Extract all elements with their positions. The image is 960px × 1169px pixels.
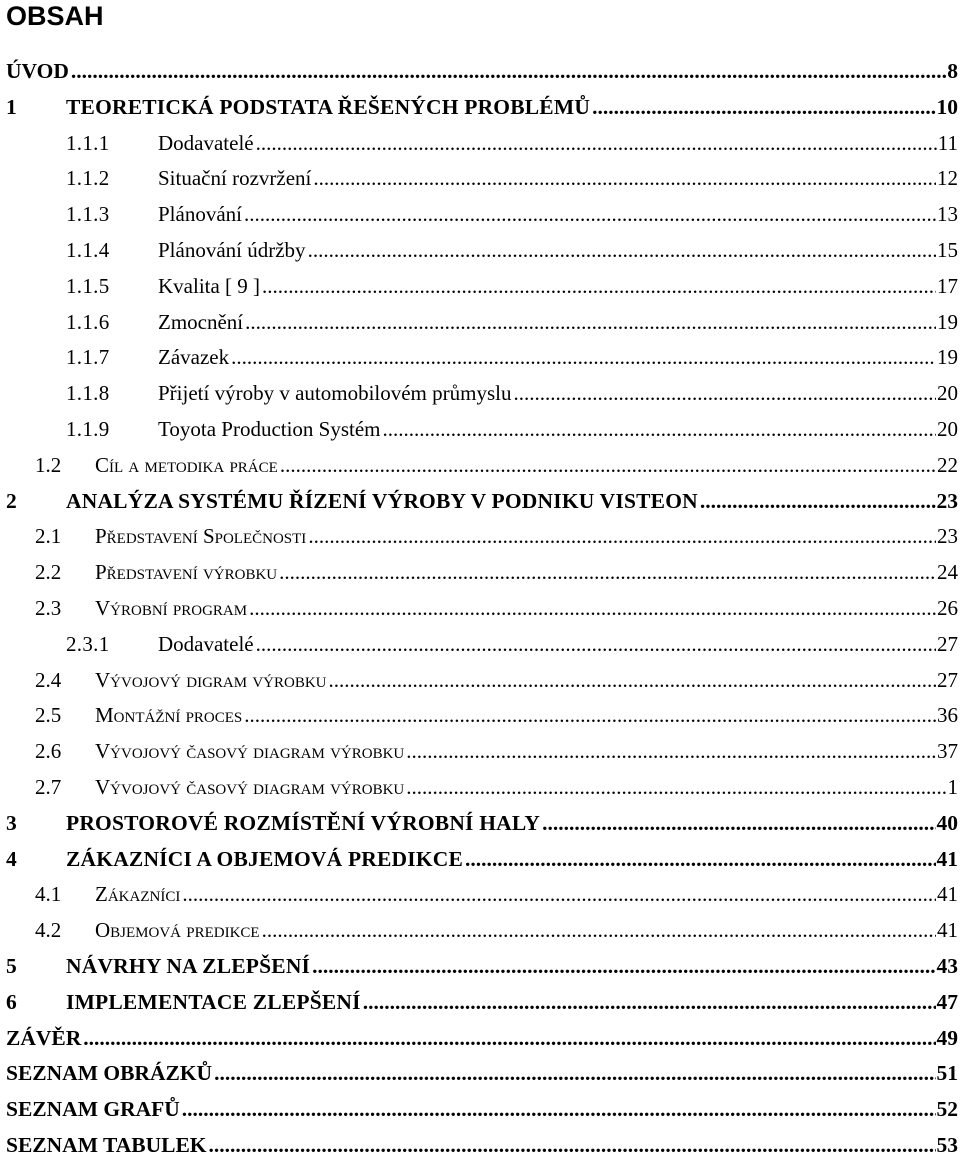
- toc-entry-title: Závazek: [158, 345, 230, 370]
- toc-entry-number: 6: [6, 989, 17, 1014]
- toc-entry-leader: [329, 668, 936, 693]
- toc-entry-page: 41: [936, 846, 958, 871]
- toc-entry-number: 4.2: [35, 918, 62, 943]
- toc-entry-page: 37: [937, 739, 958, 764]
- toc-entry-leader: [262, 918, 936, 943]
- toc-entry-leader: [308, 238, 936, 263]
- toc-entry[interactable]: [6, 166, 958, 202]
- toc-entry-page: 20: [937, 416, 958, 441]
- toc-entry-page: 19: [937, 345, 958, 370]
- toc-entry[interactable]: [6, 775, 958, 811]
- toc-entry-leader: [244, 703, 936, 728]
- toc-entry-page: 11: [937, 130, 958, 155]
- toc-entry-page: 19: [937, 309, 958, 334]
- toc-entry-leader: [182, 882, 936, 907]
- toc-entry-page: 15: [937, 237, 958, 262]
- toc-entry-leader: [209, 1133, 936, 1158]
- toc-entry-page: 10: [936, 94, 958, 119]
- toc-entry[interactable]: [6, 954, 958, 990]
- toc-entry-title: Představení Společnosti: [95, 524, 307, 549]
- toc-entry-title: Představení výrobku: [95, 560, 278, 585]
- toc-entry-number: 1.1.9: [66, 416, 110, 441]
- toc-entry-leader: [249, 596, 936, 621]
- toc-entry-title: Cíl a metodika práce: [95, 452, 278, 477]
- toc-entry-page: 41: [937, 918, 958, 943]
- toc-entry-number: 2.6: [35, 739, 62, 764]
- toc-entry-title: Objemová predikce: [95, 918, 260, 943]
- toc-entry-number: 4.1: [35, 882, 62, 907]
- toc-entry[interactable]: [6, 847, 958, 883]
- toc-entry-leader: [312, 954, 935, 979]
- toc-entry-leader: [542, 811, 935, 836]
- toc-entry-leader: [406, 775, 946, 800]
- toc-entry-number: 3: [6, 810, 17, 835]
- toc-entry[interactable]: [6, 668, 958, 704]
- toc-entry-title: Montážní proces: [95, 703, 243, 728]
- toc-entry[interactable]: [6, 131, 958, 167]
- toc-entry-title: Přijetí výroby v automobilovém průmyslu: [158, 381, 512, 406]
- toc-entry-title: SEZNAM TABULEK: [6, 1132, 207, 1157]
- toc-entry-number: 2.3: [35, 595, 62, 620]
- toc-entry-leader: [406, 739, 936, 764]
- toc-entry-title: Vývojový časový diagram výrobku: [95, 739, 405, 764]
- toc-entry-number: 2.5: [35, 703, 62, 728]
- toc-entry-leader: [383, 417, 936, 442]
- toc-entry-leader: [244, 202, 936, 227]
- toc-entry-leader: [313, 166, 936, 191]
- toc-entry-number: 1.1.5: [66, 273, 110, 298]
- toc-entry-number: 2.3.1: [66, 631, 110, 656]
- toc-entry-title: Dodavatelé: [158, 631, 254, 656]
- toc-entry-page: 23: [937, 524, 958, 549]
- toc-entry-number: 2.2: [35, 560, 62, 585]
- toc-entry-title: ZÁKAZNÍCI A OBJEMOVÁ PREDIKCE: [66, 846, 464, 871]
- toc-entry-page: 1: [947, 774, 958, 799]
- toc-entry-leader: [280, 453, 936, 478]
- toc-entry-leader: [231, 345, 936, 370]
- toc-entry-number: 2.7: [35, 774, 62, 799]
- toc-entry-number: 2: [6, 488, 17, 513]
- toc-entry-leader: [513, 381, 936, 406]
- toc-entry-title: SEZNAM GRAFŮ: [6, 1097, 180, 1122]
- toc-entry-number: 4: [6, 846, 17, 871]
- toc-entry-page: 22: [937, 452, 958, 477]
- toc-entry-page: 53: [936, 1132, 958, 1157]
- toc-entry-title: IMPLEMENTACE ZLEPŠENÍ: [66, 989, 361, 1014]
- toc-entry-leader: [256, 131, 937, 156]
- toc-entry[interactable]: [6, 990, 958, 1026]
- toc-entry-number: 5: [6, 953, 17, 978]
- toc-entry-title: NÁVRHY NA ZLEPŠENÍ: [66, 953, 311, 978]
- toc-entry-title: Dodavatelé: [158, 130, 254, 155]
- toc-entry[interactable]: [6, 274, 958, 310]
- toc-entry[interactable]: [6, 238, 958, 274]
- toc-entry-page: 26: [937, 595, 958, 620]
- toc-entry-title: ANALÝZA SYSTÉMU ŘÍZENÍ VÝROBY V PODNIKU VISTEON: [66, 488, 698, 513]
- toc-entry-title: PROSTOROVÉ ROZMÍSTĚNÍ VÝROBNÍ HALY: [66, 810, 541, 835]
- toc-entry[interactable]: [6, 560, 958, 596]
- toc-entry-number: 1.1.3: [66, 202, 110, 227]
- toc-entry-title: ÚVOD: [6, 59, 69, 83]
- toc-entry-leader: [592, 95, 935, 120]
- toc-entry[interactable]: [6, 632, 958, 668]
- toc-entry-leader: [83, 1026, 935, 1051]
- toc-entry-title: Vývojový digram výrobku: [95, 667, 327, 692]
- toc-entry-title: ZÁVĚR: [6, 1025, 82, 1050]
- toc-entry-page: 27: [937, 667, 958, 692]
- toc-entry-page: 47: [936, 989, 958, 1014]
- toc-entry-page: 13: [937, 202, 958, 227]
- toc-entry-leader: [182, 1097, 936, 1122]
- toc-entry-number: 1.2: [35, 452, 62, 477]
- page-title: OBSAH: [6, 1, 104, 31]
- toc-entry-page: 20: [937, 381, 958, 406]
- toc-entry-page: 41: [937, 882, 958, 907]
- toc-entry-number: 1.1.2: [66, 166, 110, 191]
- toc-entry-title: SEZNAM OBRÁZKŮ: [6, 1061, 213, 1086]
- toc-entry[interactable]: [6, 453, 958, 489]
- toc-entry-page: 8: [947, 59, 958, 83]
- toc-entry-title: TEORETICKÁ PODSTATA ŘEŠENÝCH PROBLÉMŮ: [66, 94, 591, 119]
- toc-entry-title: Zákazníci: [95, 882, 181, 907]
- toc-entry-number: 2.4: [35, 667, 62, 692]
- toc-entry[interactable]: [6, 596, 958, 632]
- toc-entry-page: 52: [936, 1097, 958, 1122]
- toc-entry-page: 36: [937, 703, 958, 728]
- toc-entry[interactable]: [6, 811, 958, 847]
- toc-entry-leader: [245, 310, 936, 335]
- toc-entry[interactable]: [6, 310, 958, 346]
- toc-entry-leader: [71, 59, 946, 84]
- toc-entry-page: 27: [937, 631, 958, 656]
- toc-entry[interactable]: [6, 524, 958, 560]
- toc-entry-page: 17: [937, 273, 958, 298]
- toc-entry-number: 1.1.8: [66, 381, 110, 406]
- toc-entry-leader: [363, 990, 936, 1015]
- toc-entry-title: Plánování: [158, 202, 242, 227]
- toc-entry-number: 1.1.7: [66, 345, 110, 370]
- toc-entry-number: 1.1.4: [66, 237, 110, 262]
- toc-entry[interactable]: [6, 202, 958, 238]
- toc-entry-page: 51: [936, 1061, 958, 1086]
- toc-entry[interactable]: [6, 739, 958, 775]
- toc-entry-page: 40: [936, 810, 958, 835]
- toc-entry-leader: [256, 632, 936, 657]
- toc-entry-title: Kvalita [ 9 ]: [158, 273, 261, 298]
- toc-entry-page: 49: [936, 1025, 958, 1050]
- toc-entry-leader: [262, 274, 936, 299]
- toc-entry[interactable]: [6, 489, 958, 525]
- toc-entry[interactable]: [6, 918, 958, 954]
- toc-entry[interactable]: [6, 381, 958, 417]
- toc-entry-title: Zmocnění: [158, 309, 244, 334]
- toc-entry-page: 43: [936, 953, 958, 978]
- toc-entry[interactable]: [6, 703, 958, 739]
- toc-entry-leader: [308, 524, 936, 549]
- toc-entry-title: Výrobní program: [95, 595, 248, 620]
- toc-entry-page: 23: [936, 488, 958, 513]
- toc-entry-leader: [700, 489, 936, 514]
- table-of-contents: [6, 59, 958, 1169]
- toc-entry[interactable]: [6, 882, 958, 918]
- toc-entry-title: Toyota Production Systém: [158, 416, 381, 441]
- toc-entry-title: Vývojový časový diagram výrobku: [95, 774, 405, 799]
- toc-entry-number: 1.1.1: [66, 130, 110, 155]
- toc-entry-leader: [279, 560, 936, 585]
- toc-entry[interactable]: [6, 1061, 958, 1097]
- toc-entry-number: 2.1: [35, 524, 62, 549]
- toc-entry-number: 1: [6, 94, 17, 119]
- toc-entry[interactable]: [6, 417, 958, 453]
- toc-entry-page: 12: [937, 166, 958, 191]
- toc-entry[interactable]: [6, 345, 958, 381]
- toc-entry[interactable]: [6, 1133, 958, 1169]
- toc-entry[interactable]: [6, 95, 958, 131]
- toc-entry[interactable]: [6, 59, 958, 95]
- toc-entry-leader: [214, 1061, 935, 1086]
- toc-entry[interactable]: [6, 1097, 958, 1133]
- toc-entry-page: 24: [937, 560, 958, 585]
- toc-entry-title: Plánování údržby: [158, 237, 306, 262]
- toc-entry[interactable]: [6, 1026, 958, 1062]
- toc-entry-title: Situační rozvržení: [158, 166, 312, 191]
- toc-entry-number: 1.1.6: [66, 309, 110, 334]
- toc-entry-leader: [465, 847, 935, 872]
